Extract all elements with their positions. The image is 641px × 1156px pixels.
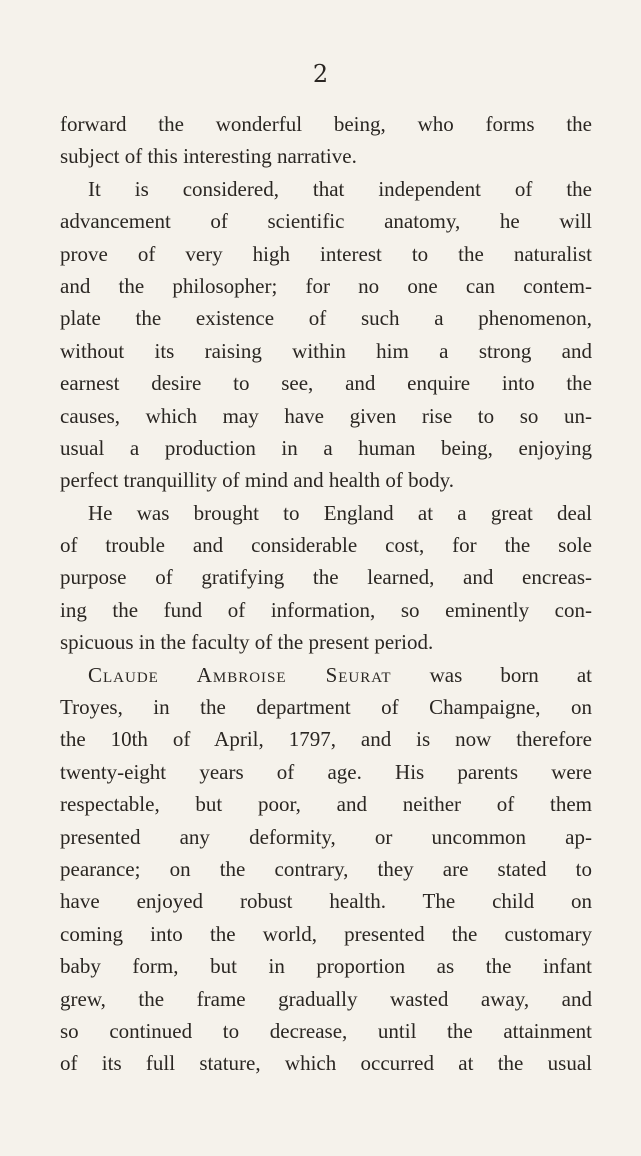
text-line: plate the existence of such a phenomenon,: [60, 306, 592, 331]
text-line: purpose of gratifying the learned, and encreas-: [60, 565, 592, 590]
text-line: forward the wonderful being, who forms the: [60, 112, 592, 136]
text-line: pearance; on the contrary, they are stated to: [60, 856, 592, 881]
text-line: of trouble and considerable cost, for the sole: [60, 533, 592, 558]
text-line: perfect tranquillity of mind and health of body.: [60, 468, 455, 493]
text-line: respectable, but poor, and neither of them: [60, 792, 592, 817]
name-smallcaps: Claude Ambroise Seurat: [88, 662, 392, 687]
text-line: causes, which may have given rise to so un-: [60, 403, 592, 428]
text-line: subject of this interesting narrative.: [60, 144, 357, 169]
text-line: earnest desire to see, and enquire into the: [60, 371, 592, 396]
text-line: Troyes, in the department of Champaigne, on: [60, 695, 592, 720]
line-rest: was born at: [391, 662, 592, 687]
text-line: spicuous in the faculty of the present period.: [60, 630, 434, 655]
text-line: It is considered, that independent of the: [88, 176, 592, 201]
page-number: 2: [312, 60, 329, 88]
text-line: presented any deformity, or uncommon ap-: [60, 824, 592, 849]
text-line: [60, 659, 592, 691]
text-line: He was brought to England at a great deal: [88, 500, 592, 525]
text-line: without its raising within him a strong and: [60, 338, 592, 363]
text-line: grew, the frame gradually wasted away, and: [60, 986, 592, 1011]
text-line: and the philosopher; for no one can contem-: [60, 273, 592, 298]
text-line: advancement of scientific anatomy, he will: [60, 209, 592, 234]
text-line: usual a production in a human being, enjoying: [60, 435, 592, 460]
text-line: twenty-eight years of age. His parents were: [60, 759, 592, 784]
text-line: ing the fund of information, so eminently con-: [60, 597, 592, 622]
text-line: have enjoyed robust health. The child on: [60, 889, 592, 914]
text-line: of its full stature, which occurred at the usual: [60, 1051, 592, 1076]
text-line: the 10th of April, 1797, and is now therefore: [60, 727, 592, 752]
text-line: coming into the world, presented the customary: [60, 921, 592, 946]
text-line: prove of very high interest to the naturalist: [60, 241, 592, 266]
text-line: so continued to decrease, until the attainment: [60, 1018, 592, 1043]
text-line: baby form, but in proportion as the infant: [60, 954, 592, 979]
body-text: [60, 108, 592, 1080]
